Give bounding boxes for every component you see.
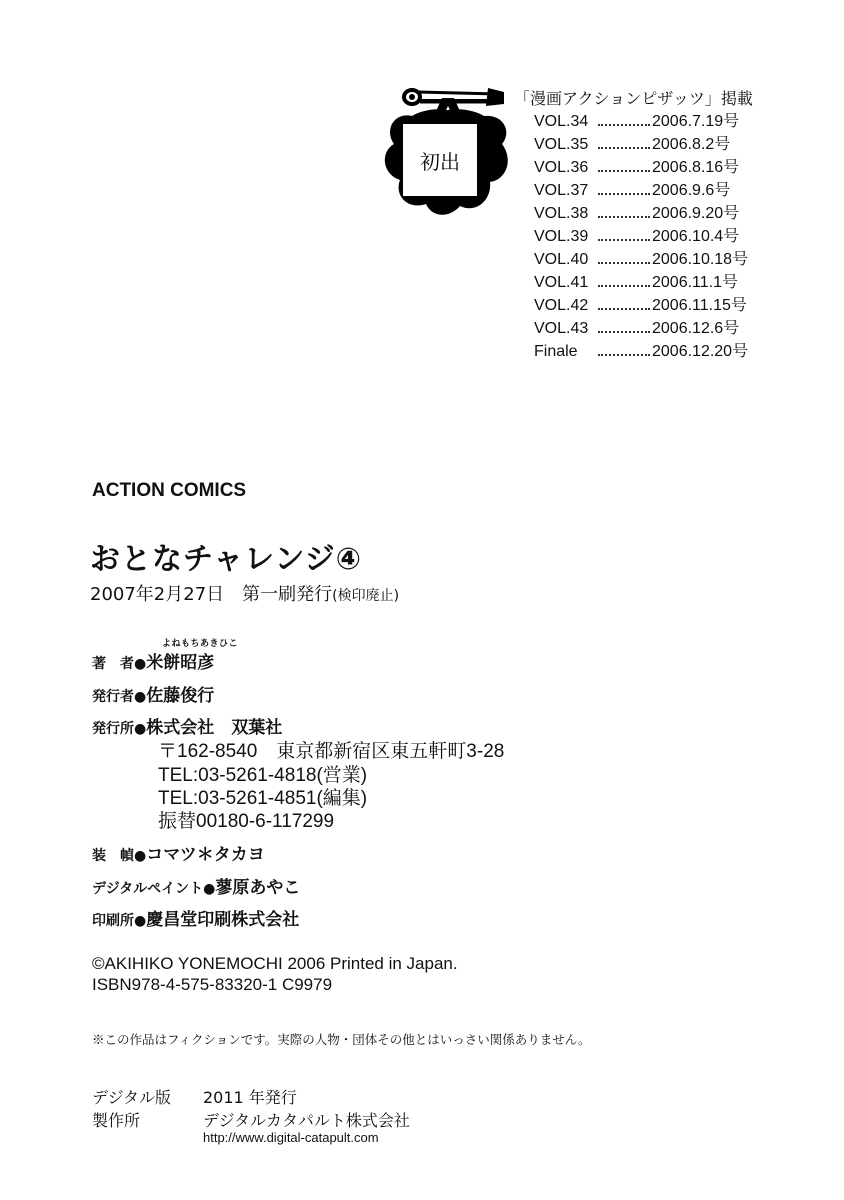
publisher-address: 〒162-8540 東京都新宿区東五軒町3-28 (158, 741, 505, 762)
serialization-entry (534, 338, 794, 361)
serialization-volume: VOL.39 (534, 228, 589, 245)
serialization-entry (534, 269, 794, 292)
dotted-leader (598, 262, 650, 264)
dotted-leader (598, 216, 650, 218)
serialization-list (534, 108, 794, 361)
serialization-entry (534, 315, 794, 338)
serialization-volume: VOL.36 (534, 159, 589, 176)
digital-producer-value: デジタルカタパルト株式会社 (203, 1111, 410, 1130)
serialization-date: 2006.12.20号 (652, 343, 749, 360)
dotted-leader (598, 193, 650, 195)
serialization-entry (534, 200, 794, 223)
serialization-date: 2006.7.19号 (652, 113, 740, 130)
serialization-date: 2006.10.18号 (652, 251, 749, 268)
serialization-entry (534, 223, 794, 246)
credit-publisher-person-role: 発行者● (92, 689, 147, 705)
credit-printer-name: 慶昌堂印刷株式会社 (146, 910, 300, 930)
safety-pin-badge-icon (380, 80, 515, 240)
badge-label: 初出 (420, 150, 460, 174)
serialization-header: 「漫画アクションピザッツ」掲載 (514, 89, 753, 108)
author-ruby: よねもちあきひこ (162, 639, 239, 649)
dotted-leader (598, 124, 650, 126)
credit-design (92, 840, 265, 865)
credit-printer (92, 905, 299, 930)
isbn-line: ISBN978-4-575-83320-1 C9979 (92, 975, 333, 994)
serialization-entry (534, 177, 794, 200)
dotted-leader (598, 308, 650, 310)
dotted-leader (598, 285, 650, 287)
publisher-transfer: 振替00180-6-117299 (158, 811, 335, 832)
publication-note: (検印廃止) (332, 588, 400, 604)
series-label: ACTION COMICS (92, 480, 247, 501)
serialization-entry (534, 108, 794, 131)
credit-publisher-role: 発行所● (92, 721, 147, 737)
book-title: おとなチャレンジ④ (90, 542, 363, 577)
dotted-leader (598, 170, 650, 172)
publication-date: 2007年2月27日 第一刷発行 (90, 584, 333, 605)
credit-author-name: 米餅昭彦 (146, 653, 215, 673)
credit-publisher-name: 株式会社 双葉社 (146, 718, 283, 738)
dotted-leader (598, 239, 650, 241)
serialization-volume: VOL.37 (534, 182, 589, 199)
serialization-entry (534, 246, 794, 269)
credit-printer-role: 印刷所● (92, 913, 147, 929)
serialization-date: 2006.10.4号 (652, 228, 740, 245)
dotted-leader (598, 354, 650, 356)
credit-publisher (92, 713, 282, 738)
serialization-volume: VOL.38 (534, 205, 589, 222)
serialization-entry (534, 292, 794, 315)
serialization-volume: VOL.40 (534, 251, 589, 268)
credit-author (92, 648, 214, 673)
fiction-disclaimer: ※この作品はフィクションです。実際の人物・団体その他とはいっさい関係ありません。 (92, 1032, 591, 1047)
credit-publisher-person (92, 681, 214, 706)
serialization-date: 2006.9.20号 (652, 205, 740, 222)
serialization-date: 2006.11.15号 (652, 297, 747, 314)
credit-publisher-person-name: 佐藤俊行 (146, 686, 215, 706)
serialization-entry (534, 131, 794, 154)
serialization-entry (534, 154, 794, 177)
credit-design-role: 装 幀● (92, 848, 147, 864)
first-appearance-badge (380, 80, 515, 240)
dotted-leader (598, 147, 650, 149)
serialization-volume: Finale (534, 343, 578, 360)
serialization-volume: VOL.34 (534, 113, 589, 130)
credit-digital-paint-name: 蓼原あやこ (215, 878, 301, 898)
credit-author-role: 著 者● (92, 656, 147, 672)
serialization-volume: VOL.42 (534, 297, 589, 314)
producer-url: http://www.digital-catapult.com (203, 1130, 379, 1145)
copyright-line: ©AKIHIKO YONEMOCHI 2006 Printed in Japan. (92, 954, 458, 973)
credit-design-name: コマツ＊タカヨ (146, 845, 265, 865)
serialization-date: 2006.11.1号 (652, 274, 738, 291)
credit-digital-paint-role: デジタルペイント● (92, 881, 216, 897)
digital-producer-label: 製作所 (92, 1111, 141, 1130)
publisher-tel-sales: TEL:03-5261-4818(営業) (158, 765, 368, 786)
digital-edition-value: 2011 年発行 (203, 1088, 297, 1107)
serialization-date: 2006.9.6号 (652, 182, 731, 199)
serialization-volume: VOL.35 (534, 136, 589, 153)
serialization-date: 2006.12.6号 (652, 320, 740, 337)
publication-line (90, 580, 399, 606)
serialization-date: 2006.8.16号 (652, 159, 740, 176)
serialization-volume: VOL.43 (534, 320, 589, 337)
serialization-date: 2006.8.2号 (652, 136, 731, 153)
publisher-tel-editorial: TEL:03-5261-4851(編集) (158, 788, 368, 809)
serialization-volume: VOL.41 (534, 274, 589, 291)
credit-digital-paint (92, 873, 300, 898)
digital-edition-label: デジタル版 (92, 1088, 172, 1107)
dotted-leader (598, 331, 650, 333)
